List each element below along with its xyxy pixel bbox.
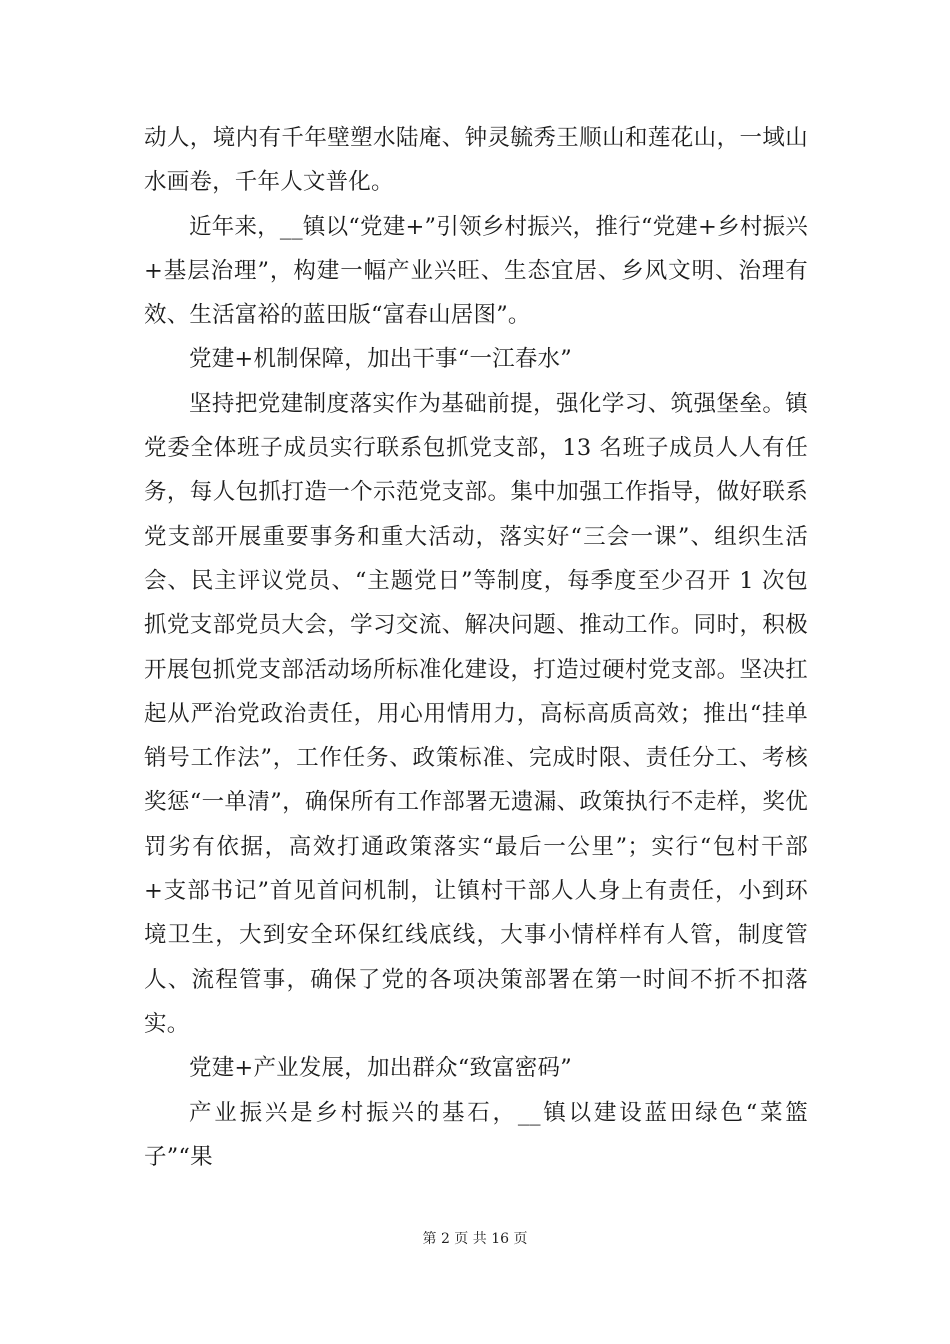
paragraph: 动人，境内有千年壁塑水陆庵、钟灵毓秀王顺山和莲花山，一域山水画卷，千年人文普化。 xyxy=(144,125,808,196)
section-heading: 党建+机制保障，加出干事“一江春水” xyxy=(189,346,572,373)
body-text xyxy=(144,116,808,1179)
page-number-footer: 第 2 页 共 16 页 xyxy=(422,1231,528,1247)
paragraph: 产业振兴是乡村振兴的基石，__镇以建设蓝田绿色“菜篮子”“果 xyxy=(144,1099,808,1170)
paragraph: 近年来，__镇以“党建+”引领乡村振兴，推行“党建+乡村振兴+基层治理”，构建一幅产业兴旺、生态宜居、乡风文明、治理有效、生活富裕的蓝田版“富春山居图”。 xyxy=(144,213,808,329)
section-heading: 党建+产业发展，加出群众“致富密码” xyxy=(189,1055,572,1082)
paragraph: 坚持把党建制度落实作为基础前提，强化学习、筑强堡垒。镇党委全体班子成员实行联系包抓党支部，13 名班子成员人人有任务，每人包抓打造一个示范党支部。集中加强工作指导，做好联系党支部开展重要事务和重大活动，落实好“三会一课”、组织生活会、民主评议党员、“主题党日”等制度，每季度至少召开 1 次包抓党支部党员大会，学习交流、解决问题、推动工作。同时，积极开展包抓党支部活动场所标准化建设，打造过硬村党支部。坚决扛起从严治党政治责任，用心用情用力，高标高质高效；推出“挂单销号工作法”，工作任务、政策标准、完成时限、责任分工、考核奖惩“一单清”，确保所有工作部署无遗漏、政策执行不走样，奖优罚劣有依据，高效打通政策落实“最后一公里”；实行“包村干部+支部书记”首见首问机制，让镇村干部人人身上有责任，小到环境卫生，大到安全环保红线底线，大事小情样样有人管，制度管人、流程管事，确保了党的各项决策部署在第一时间不折不扣落实。 xyxy=(144,390,808,1037)
